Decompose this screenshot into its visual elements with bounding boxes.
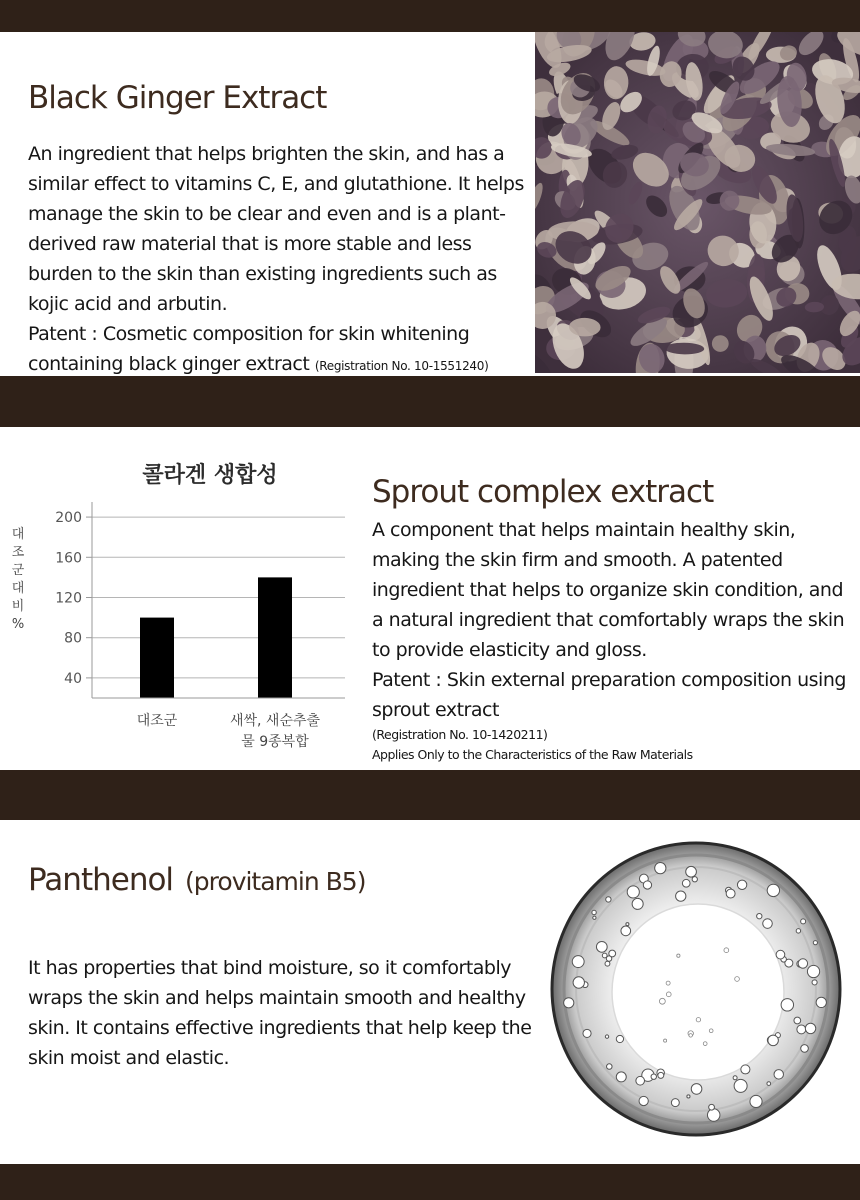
bubble [801, 919, 806, 924]
bubble [616, 1072, 626, 1082]
bubble [696, 1017, 700, 1021]
bubble [734, 1079, 747, 1092]
bubble [573, 977, 584, 988]
chart-title: 콜라겐 생합성 [142, 463, 278, 488]
divider-band-2 [0, 770, 860, 820]
bubble [606, 956, 611, 961]
sprout-description [372, 515, 852, 725]
bubble [616, 1035, 623, 1042]
bubble [796, 929, 800, 933]
bubble [666, 981, 670, 985]
bubble [605, 1035, 608, 1038]
bubble [709, 1029, 713, 1033]
bubble [724, 948, 729, 953]
bubble [666, 992, 671, 997]
chart-ylabel-char: 대 [11, 581, 25, 596]
bubble [606, 897, 611, 902]
bubble [692, 877, 697, 882]
sprout-note: Applies Only to the Characteristics of the Raw Materials [372, 747, 693, 762]
bubble [781, 999, 793, 1011]
chart-ylabel-char: 조 [11, 545, 25, 560]
chart-ylabel-char: 대 [11, 527, 25, 542]
panthenol-subtitle: (provitamin B5) [185, 867, 366, 896]
bubble [776, 950, 785, 959]
bubble [686, 866, 697, 877]
black-ginger-title: Black Ginger Extract [28, 80, 327, 116]
bubble [750, 1095, 762, 1107]
bubble [682, 879, 690, 887]
black-ginger-description [28, 139, 533, 381]
bubble [794, 1017, 801, 1024]
chart-tick-label: 40 [64, 670, 82, 687]
bubble [671, 1099, 679, 1107]
black-ginger-photo [535, 32, 860, 373]
chart-ylabel-char: 군 [11, 563, 25, 578]
bubble [593, 916, 596, 919]
bubble [735, 977, 740, 982]
bubble [741, 1065, 750, 1074]
bubble [658, 1072, 664, 1078]
bubble [627, 886, 639, 898]
bubble [757, 914, 762, 919]
bubble [621, 926, 631, 936]
bubble [564, 998, 574, 1008]
sprout-registration: (Registration No. 10-1420211) [372, 727, 548, 742]
divider-band-1 [0, 376, 860, 427]
chart-bar [140, 618, 174, 698]
black-ginger-patent: Patent : Cosmetic composition for skin whitening containing black ginger extract [28, 323, 470, 375]
bubble [664, 1039, 667, 1042]
panthenol-title: Panthenol [28, 862, 174, 898]
bubble [798, 959, 807, 968]
chart-ylabel-char: % [11, 617, 25, 632]
bubble [805, 1023, 815, 1033]
bubble [768, 1035, 778, 1045]
bubble [687, 1095, 690, 1098]
collagen-chart [0, 440, 360, 770]
chart-tick-label: 120 [55, 590, 82, 607]
bubble [605, 961, 610, 966]
bubble [703, 1042, 707, 1046]
bubble [643, 881, 651, 889]
bubble [709, 1104, 715, 1110]
chart-category-label: 물 9종복합 [241, 734, 309, 750]
bubble [801, 1045, 809, 1053]
top-band [0, 0, 860, 32]
bubble [812, 980, 817, 985]
bubble [767, 884, 779, 896]
bubble [639, 1096, 648, 1105]
chart-tick-label: 200 [55, 510, 82, 527]
sprout-notes [372, 725, 842, 765]
bubble [596, 941, 607, 952]
petri-dish-image [548, 840, 844, 1138]
bubble [737, 880, 746, 889]
bubble [807, 965, 819, 977]
panthenol-heading [28, 862, 365, 898]
bubble [636, 1076, 645, 1085]
bubble [797, 1025, 806, 1034]
bubble [583, 1029, 591, 1037]
bubble [813, 941, 817, 945]
bubble [707, 1109, 719, 1121]
bubble [676, 891, 686, 901]
bubble [774, 1070, 783, 1079]
black-ginger-body: An ingredient that helps brighten the skin, and has a similar effect to vitamins C, E, and glutathione. It helps manage the skin to be clear and even and is a plant-derived raw material that is more stable and less burden to the skin than existing ingredients such as kojic acid and arbutin. [28, 143, 524, 315]
bubble [816, 997, 826, 1007]
bubble [651, 1074, 656, 1079]
bubble [607, 1064, 613, 1070]
sprout-body: A component that helps maintain healthy skin, making the skin firm and smooth. A patented ingredient that helps to organize skin condition, and a natural ingredient that comfortably wraps the skin to provide elasticity and gloss. [372, 519, 845, 661]
chart-bar [258, 577, 292, 698]
sprout-title: Sprout complex extract [372, 474, 714, 510]
bubble [691, 1084, 702, 1095]
panthenol-body: It has properties that bind moisture, so it comfortably wraps the skin and helps maintain smooth and healthy skin. It contains effective ingredients that help keep the skin moist and elastic. [28, 957, 532, 1069]
chart-ylabel [12, 526, 25, 632]
bubble [626, 923, 629, 926]
bubble [655, 862, 666, 873]
bubble [572, 956, 584, 968]
sprout-patent: Patent : Skin external preparation composition using sprout extract [372, 669, 846, 721]
bubble [659, 998, 665, 1004]
chart-tick-label: 80 [64, 630, 82, 647]
bubble [689, 1034, 693, 1038]
chart-category-label: 대조군 [136, 713, 178, 729]
chart-category-label: 새싹, 새순추출 [229, 713, 321, 729]
bubble [677, 954, 680, 957]
bubble [592, 910, 596, 914]
bubble [733, 1076, 737, 1080]
bubble [767, 1082, 771, 1086]
chart-tick-label: 160 [55, 550, 82, 567]
bubble [763, 919, 773, 929]
black-ginger-registration: (Registration No. 10-1551240) [314, 359, 489, 373]
bottom-band [0, 1164, 860, 1200]
chart-ylabel-char: 비 [11, 599, 25, 614]
bubble [632, 898, 643, 909]
bubble [726, 889, 735, 898]
